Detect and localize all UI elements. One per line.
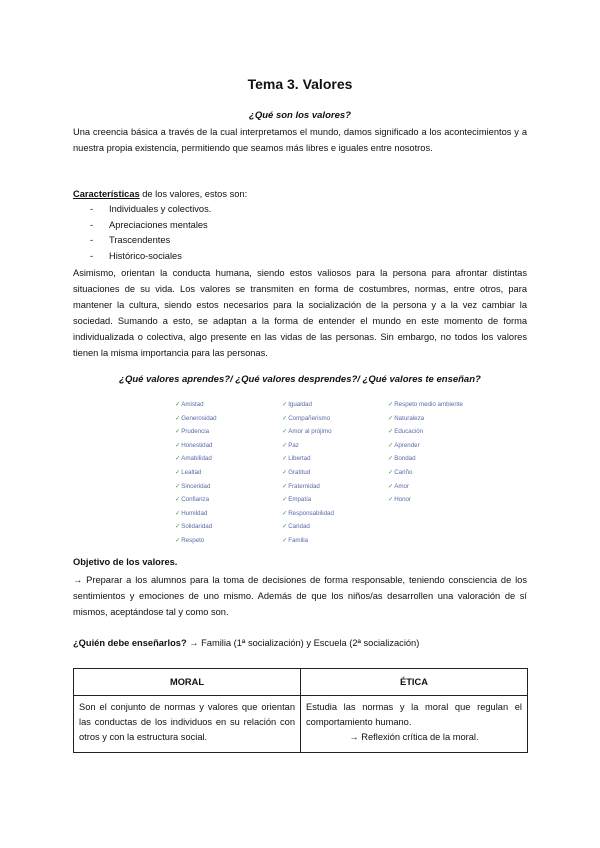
characteristics-list xyxy=(90,202,211,264)
value-item xyxy=(175,466,217,480)
value-item xyxy=(282,480,334,494)
check-icon: ✓ xyxy=(175,441,181,449)
value-label: Bondad xyxy=(394,455,416,463)
value-label: Amistad xyxy=(181,401,204,408)
value-item xyxy=(282,398,334,412)
values-definition-paragraph: Una creencia básica a través de la cual interpretamos el mundo, damos significado a los acontecimientos y a nuestra propia existencia, permitiendo que seamos más libres e iguales entre nosotros. xyxy=(73,127,527,153)
objective-heading: Objetivo de los valores. xyxy=(73,557,178,567)
value-label: Paz xyxy=(288,441,299,449)
value-label: Naturaleza xyxy=(394,414,425,422)
list-item: - Individuales y colectivos. xyxy=(90,204,212,214)
value-label: Gratitud xyxy=(288,468,311,476)
value-item xyxy=(175,452,217,466)
characteristics-label: Características xyxy=(73,189,140,199)
check-icon: ✓ xyxy=(282,428,288,436)
value-label: Educación xyxy=(394,428,424,436)
value-label: Familia xyxy=(288,536,309,544)
value-label: Amabilidad xyxy=(181,455,212,463)
value-item xyxy=(388,398,463,412)
value-label: Lealtad xyxy=(181,468,202,476)
moral-ethics-table xyxy=(73,668,528,753)
check-icon: ✓ xyxy=(282,401,288,408)
list-item: - Histórico-sociales xyxy=(90,250,182,261)
check-icon: ✓ xyxy=(388,428,394,436)
value-label: Honestidad xyxy=(181,441,213,449)
value-label: Confianza xyxy=(181,496,210,504)
check-icon: ✓ xyxy=(282,441,288,449)
value-item xyxy=(388,425,463,439)
value-item xyxy=(282,412,334,426)
value-item xyxy=(282,534,334,548)
who-teaches-answer: → Familia (1ª socialización) y Escuela (2ª socialización) xyxy=(186,638,420,648)
value-item xyxy=(282,439,334,453)
value-label: Libertad xyxy=(288,455,311,463)
check-icon: ✓ xyxy=(388,468,394,476)
value-item xyxy=(175,507,217,521)
value-label: Generosidad xyxy=(181,414,217,422)
who-teaches-question: ¿Quién debe enseñarlos? xyxy=(73,638,187,648)
check-icon: ✓ xyxy=(282,536,288,544)
value-label: Sinceridad xyxy=(181,482,211,490)
characteristics-paragraph: Asimismo, orientan la conducta humana, siendo estos valiosos para la persona para afrontar distintas situaciones de su vida. Los valores se transmiten en forma de costumbres, normas, entre otros, para mantener la cultura, siendo estos necesarios para la socialización de la persona y a la vez cambiar la sociedad. Sumando a esto, se adaptan a la forma de entender el mundo en este momento de forma individualizada o colectiva, algo presente en las vidas de las personas. Sin embargo, no todos los valores tienen la misma importancia para las personas. xyxy=(73,268,527,358)
value-label: Humildad xyxy=(181,509,208,517)
value-item xyxy=(282,466,334,480)
check-icon: ✓ xyxy=(388,401,394,408)
value-label: Fraternidad xyxy=(288,482,320,490)
etica-definition-cell xyxy=(301,696,528,753)
who-teaches-line xyxy=(73,638,419,648)
check-icon: ✓ xyxy=(175,536,181,544)
value-item xyxy=(282,452,334,466)
check-icon: ✓ xyxy=(175,468,181,476)
value-item xyxy=(388,452,463,466)
value-label: Honor xyxy=(394,496,412,504)
check-icon: ✓ xyxy=(388,441,394,449)
moral-header: MORAL xyxy=(74,669,301,696)
check-icon: ✓ xyxy=(388,455,394,463)
page-title: Tema 3. Valores xyxy=(247,76,353,92)
values-checklist xyxy=(175,398,495,548)
value-label: Respeto xyxy=(181,536,205,544)
value-label: Caridad xyxy=(288,523,310,531)
check-icon: ✓ xyxy=(175,414,181,422)
value-item xyxy=(175,493,217,507)
value-item xyxy=(175,425,217,439)
value-label: Compañerismo xyxy=(288,414,331,422)
value-item xyxy=(175,439,217,453)
characteristics-intro xyxy=(73,186,247,202)
value-label: Igualdad xyxy=(288,401,312,408)
check-icon: ✓ xyxy=(175,523,181,531)
value-item xyxy=(175,412,217,426)
value-item xyxy=(175,534,217,548)
value-label: Aprender xyxy=(394,441,420,449)
etica-definition: Estudia las normas y la moral que regulan el comportamiento humano. xyxy=(306,702,522,727)
table-row xyxy=(74,696,528,753)
values-questions-heading: ¿Qué valores aprendes?/ ¿Qué valores desprendes?/ ¿Qué valores te enseñan? xyxy=(119,374,481,385)
check-icon: ✓ xyxy=(282,414,288,422)
value-item xyxy=(175,520,217,534)
moral-definition: Son el conjunto de normas y valores que orientan las conductas de los individuos en su relación con otros y con la estructura social. xyxy=(74,696,301,753)
value-item xyxy=(388,412,463,426)
etica-note: → Reflexión crítica de la moral. xyxy=(349,732,479,742)
value-label: Amor al prójimo xyxy=(288,428,332,436)
value-item xyxy=(175,398,217,412)
check-icon: ✓ xyxy=(282,523,288,531)
check-icon: ✓ xyxy=(175,496,181,504)
value-label: Prudencia xyxy=(181,428,210,436)
value-item xyxy=(388,439,463,453)
check-icon: ✓ xyxy=(175,428,181,436)
characteristics-intro-rest: de los valores, estos son: xyxy=(139,189,248,199)
check-icon: ✓ xyxy=(175,455,181,463)
value-label: Solidaridad xyxy=(181,523,213,531)
check-icon: ✓ xyxy=(282,482,288,490)
value-item xyxy=(282,425,334,439)
value-item xyxy=(388,493,463,507)
what-are-values-question: ¿Qué son los valores? xyxy=(249,110,351,121)
table-header-row xyxy=(74,669,528,696)
check-icon: ✓ xyxy=(175,509,181,517)
list-item: - Apreciaciones mentales xyxy=(90,219,208,230)
values-column-3 xyxy=(388,398,463,507)
check-icon: ✓ xyxy=(282,496,288,504)
value-item xyxy=(282,520,334,534)
values-column-2 xyxy=(282,398,334,548)
value-label: Empatía xyxy=(288,496,312,504)
value-item xyxy=(388,466,463,480)
list-item: - Trascendentes xyxy=(90,235,171,245)
etica-header: ÉTICA xyxy=(301,669,528,696)
check-icon: ✓ xyxy=(282,509,288,517)
check-icon: ✓ xyxy=(388,482,394,490)
value-label: Responsabilidad xyxy=(288,509,334,517)
check-icon: ✓ xyxy=(175,401,181,408)
check-icon: ✓ xyxy=(175,482,181,490)
value-label: Cariño xyxy=(394,468,413,476)
check-icon: ✓ xyxy=(282,468,288,476)
value-label: Amor xyxy=(394,482,409,490)
check-icon: ✓ xyxy=(388,414,394,422)
values-column-1 xyxy=(175,398,217,548)
value-item xyxy=(175,480,217,494)
objective-paragraph: → Preparar a los alumnos para la toma de decisiones de forma responsable, teniendo consciencia de los sentimientos y emociones de uno mismo. Además de que los niños/as desarrollen una valoración de sí mismos, aceptándose tal y como son. xyxy=(73,575,527,617)
check-icon: ✓ xyxy=(388,496,394,504)
value-item xyxy=(282,493,334,507)
value-item xyxy=(388,480,463,494)
check-icon: ✓ xyxy=(282,455,288,463)
value-label: Respeto medio ambiente xyxy=(394,401,463,408)
value-item xyxy=(282,507,334,521)
